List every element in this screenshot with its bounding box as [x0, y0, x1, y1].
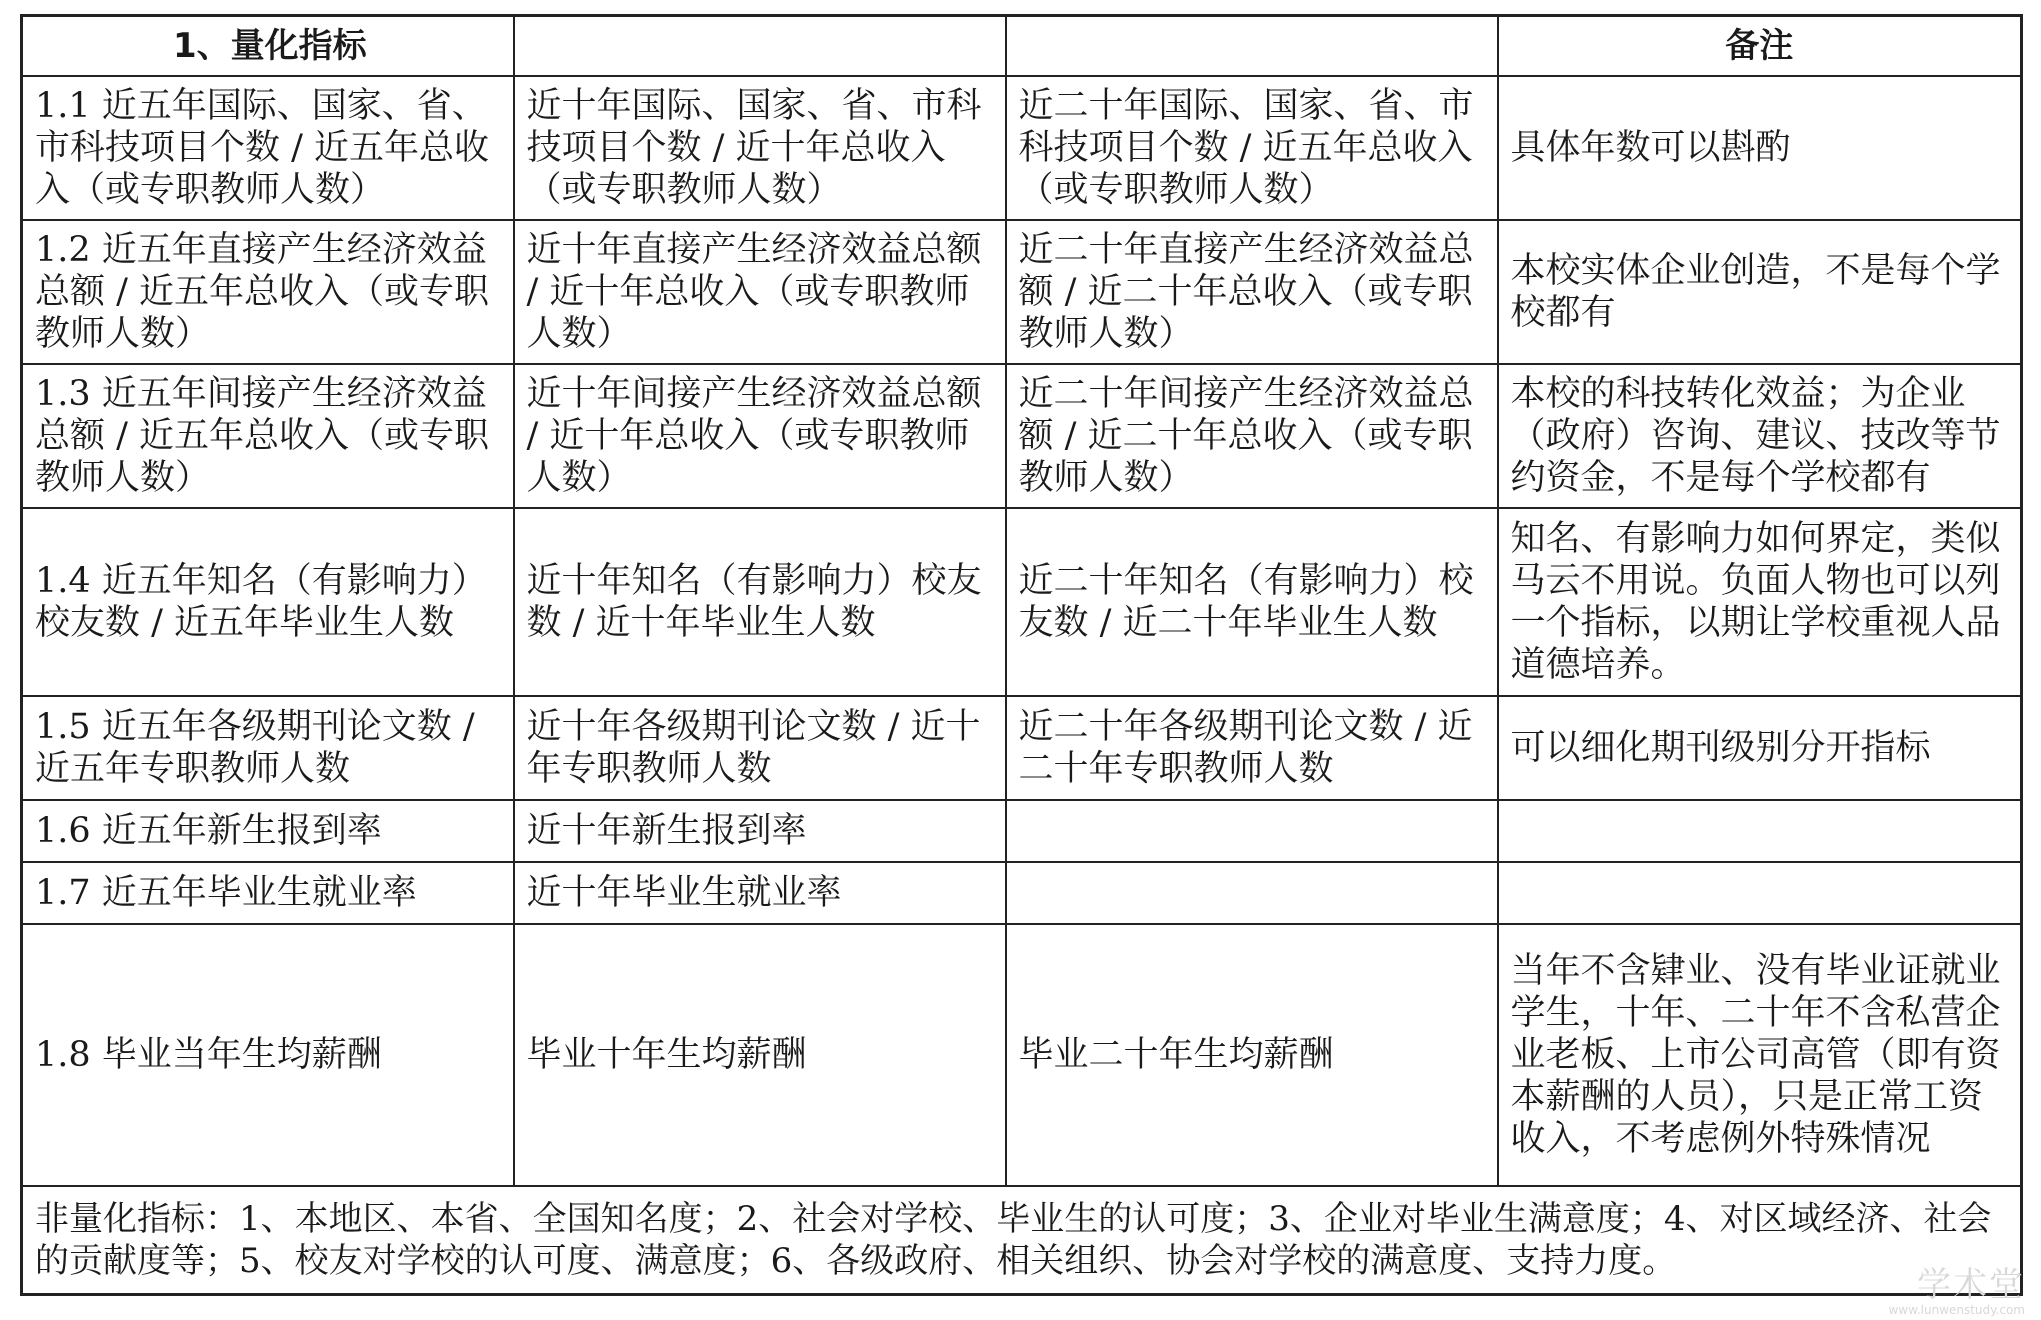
- watermark-url: www.lunwenstudy.com: [1888, 1303, 2025, 1317]
- non-quantitative-indicators: 非量化指标：1、本地区、本省、全国知名度；2、社会对学校、毕业生的认可度；3、企业对毕业生满意度；4、对区域经济、社会的贡献度等；5、校友对学校的认可度、满意度；6、各级政府、相关组织、协会对学校的满意度、支持力度。: [22, 1186, 2022, 1295]
- ten-year-cell: 近十年新生报到率: [514, 800, 1006, 862]
- twenty-year-cell: [1006, 862, 1498, 924]
- remark-cell: [1498, 800, 2022, 862]
- table-row: [22, 508, 2022, 696]
- ten-year-cell: 近十年间接产生经济效益总额 / 近十年总收入（或专职教师人数）: [514, 364, 1006, 508]
- header-col-2: [514, 16, 1006, 77]
- non-quantitative-row: [22, 1186, 2022, 1295]
- twenty-year-cell: [1006, 800, 1498, 862]
- table-row: [22, 696, 2022, 800]
- remark-cell: 本校的科技转化效益；为企业（政府）咨询、建议、技改等节约资金，不是每个学校都有: [1498, 364, 2022, 508]
- table-header-row: [22, 16, 2022, 77]
- header-col-3: [1006, 16, 1498, 77]
- watermark: [1888, 1265, 2025, 1317]
- ten-year-cell: 近十年各级期刊论文数 / 近十年专职教师人数: [514, 696, 1006, 800]
- table-row: [22, 800, 2022, 862]
- five-year-cell: 1.2 近五年直接产生经济效益总额 / 近五年总收入（或专职教师人数）: [22, 220, 514, 364]
- table-row: [22, 862, 2022, 924]
- five-year-cell: 1.3 近五年间接产生经济效益总额 / 近五年总收入（或专职教师人数）: [22, 364, 514, 508]
- five-year-cell: 1.6 近五年新生报到率: [22, 800, 514, 862]
- ten-year-cell: 近十年毕业生就业率: [514, 862, 1006, 924]
- five-year-cell: 1.1 近五年国际、国家、省、市科技项目个数 / 近五年总收入（或专职教师人数）: [22, 76, 514, 220]
- remark-cell: 可以细化期刊级别分开指标: [1498, 696, 2022, 800]
- remark-cell: 知名、有影响力如何界定，类似马云不用说。负面人物也可以列一个指标，以期让学校重视人品道德培养。: [1498, 508, 2022, 696]
- table-row: [22, 220, 2022, 364]
- table-row: [22, 76, 2022, 220]
- five-year-cell: 1.7 近五年毕业生就业率: [22, 862, 514, 924]
- twenty-year-cell: 近二十年间接产生经济效益总额 / 近二十年总收入（或专职教师人数）: [1006, 364, 1498, 508]
- remark-cell: 当年不含肄业、没有毕业证就业学生，十年、二十年不含私营企业老板、上市公司高管（即有资本薪酬的人员），只是正常工资收入，不考虑例外特殊情况: [1498, 924, 2022, 1186]
- header-remarks: 备注: [1498, 16, 2022, 77]
- twenty-year-cell: 近二十年直接产生经济效益总额 / 近二十年总收入（或专职教师人数）: [1006, 220, 1498, 364]
- five-year-cell: 1.8 毕业当年生均薪酬: [22, 924, 514, 1186]
- remark-cell: [1498, 862, 2022, 924]
- twenty-year-cell: 近二十年知名（有影响力）校友数 / 近二十年毕业生人数: [1006, 508, 1498, 696]
- five-year-cell: 1.4 近五年知名（有影响力）校友数 / 近五年毕业生人数: [22, 508, 514, 696]
- five-year-cell: 1.5 近五年各级期刊论文数 / 近五年专职教师人数: [22, 696, 514, 800]
- ten-year-cell: 近十年知名（有影响力）校友数 / 近十年毕业生人数: [514, 508, 1006, 696]
- watermark-logo-text: 学术堂: [1917, 1265, 2025, 1305]
- twenty-year-cell: 近二十年各级期刊论文数 / 近二十年专职教师人数: [1006, 696, 1498, 800]
- page: [20, 14, 2020, 1296]
- ten-year-cell: 近十年国际、国家、省、市科技项目个数 / 近十年总收入（或专职教师人数）: [514, 76, 1006, 220]
- indicator-table: [20, 14, 2023, 1296]
- remark-cell: 本校实体企业创造，不是每个学校都有: [1498, 220, 2022, 364]
- table-row: [22, 364, 2022, 508]
- twenty-year-cell: 近二十年国际、国家、省、市科技项目个数 / 近五年总收入（或专职教师人数）: [1006, 76, 1498, 220]
- ten-year-cell: 近十年直接产生经济效益总额 / 近十年总收入（或专职教师人数）: [514, 220, 1006, 364]
- header-quantitative-indicators: 1、量化指标: [22, 16, 514, 77]
- remark-cell: 具体年数可以斟酌: [1498, 76, 2022, 220]
- ten-year-cell: 毕业十年生均薪酬: [514, 924, 1006, 1186]
- table-row: [22, 924, 2022, 1186]
- twenty-year-cell: 毕业二十年生均薪酬: [1006, 924, 1498, 1186]
